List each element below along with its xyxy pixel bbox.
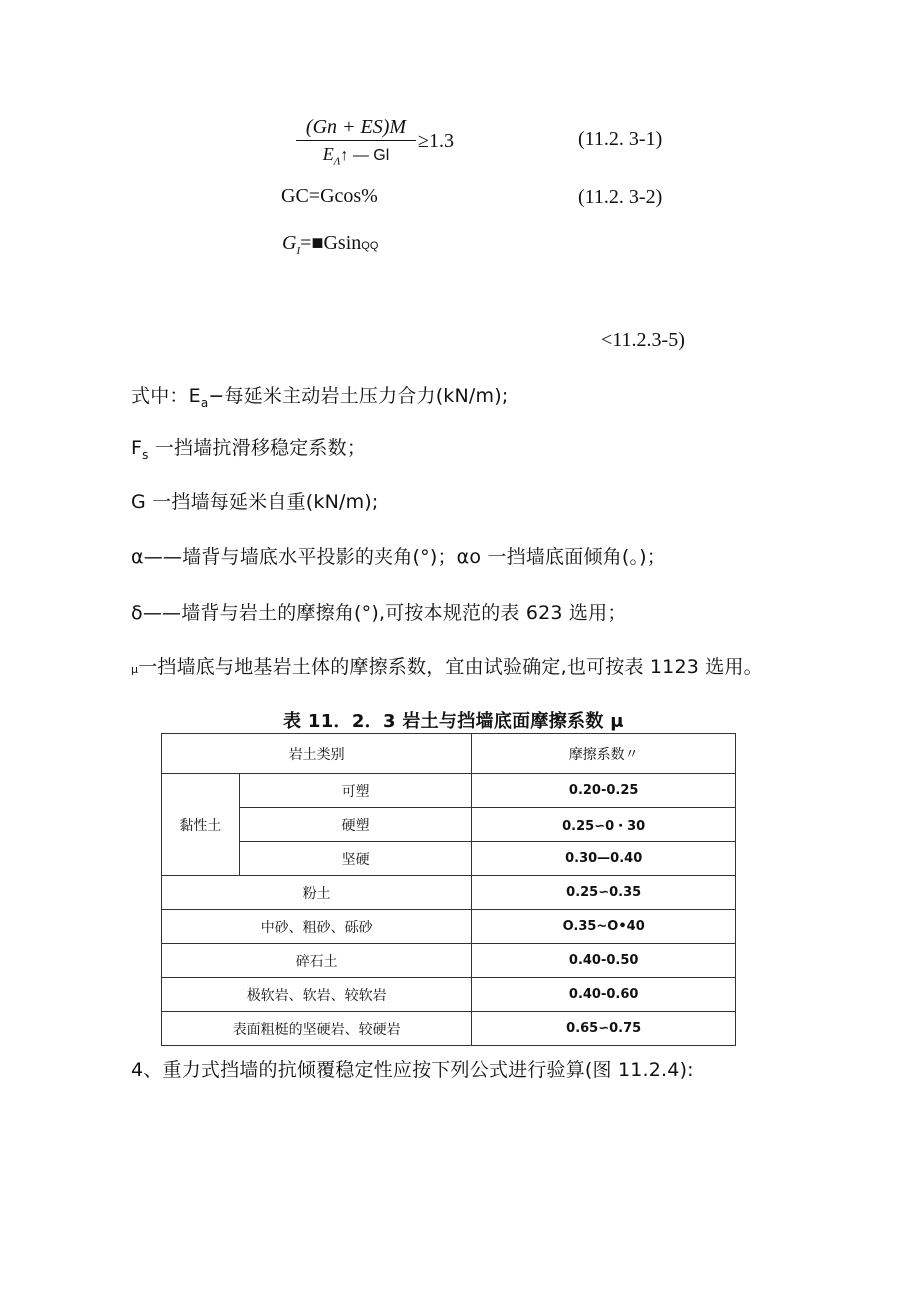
table-header-row	[162, 734, 736, 774]
formula-1-fraction	[296, 116, 416, 173]
formula-5-number: <11.2.3-5)	[601, 329, 685, 351]
friction-coefficient-table	[161, 733, 736, 1046]
row-value: 0.65∽0.75	[472, 1012, 736, 1046]
row-value: 0.30—0.40	[472, 842, 736, 876]
row-name: 可塑	[239, 774, 472, 808]
clay-group-label: 黏性土	[162, 774, 240, 876]
row-name: 中砂、粗砂、砾砂	[162, 910, 472, 944]
formula-2-number: (11.2. 3-2)	[578, 186, 663, 208]
header-category: 岩土类别	[162, 734, 472, 774]
definition-alpha: α——墙背与墙底水平投影的夹角(°)；αo 一挡墙底面倾角(。)；	[131, 546, 666, 568]
row-value: 0.25∽0・30	[472, 808, 736, 842]
definition-g: G 一挡墙每延米自重(kN∕m);	[131, 491, 379, 513]
table-row	[162, 944, 736, 978]
formula-2: GC=Gcos%	[281, 185, 378, 207]
row-value: 0.25∽0.35	[472, 876, 736, 910]
table-row	[162, 808, 736, 842]
row-name: 表面粗梃的坚硬岩、较硬岩	[162, 1012, 472, 1046]
overturning-check-heading: 4、重力式挡墙的抗倾覆稳定性应按下列公式进行验算(图 11.2.4):	[131, 1059, 694, 1081]
row-value: 0.40-0.50	[472, 944, 736, 978]
row-value: 0.40-0.60	[472, 978, 736, 1012]
table-row	[162, 1012, 736, 1046]
row-value: 0.20-0.25	[472, 774, 736, 808]
table-caption: 表 11．2．3 岩土与挡墙底面摩擦系数 μ	[283, 711, 624, 732]
definition-mu: μ一挡墙底与地基岩土体的摩擦系数，宜由试验确定,也可按表 1123 选用。	[131, 656, 763, 678]
table-row	[162, 910, 736, 944]
table-row	[162, 876, 736, 910]
formula-1-number: (11.2. 3-1)	[578, 128, 663, 150]
definition-ea: 式中：$E_a-$每延米主动岩土压力合力(kN∕m);	[131, 385, 509, 410]
definition-delta: δ——墙背与岩土的摩擦角(°),可按本规范的表 623 选用；	[131, 602, 627, 624]
table-row	[162, 978, 736, 1012]
definition-fs: $F_s$ 一挡墙抗滑移稳定系数；	[131, 437, 367, 462]
row-name: 极软岩、软岩、较软岩	[162, 978, 472, 1012]
row-name: 粉土	[162, 876, 472, 910]
table-row	[162, 774, 736, 808]
formula-1-denominator: $E_\Lambda↑$ — Gl	[322, 144, 390, 168]
formula-1-denominator-rest: ↑ — Gl	[340, 147, 390, 164]
row-name: 碎石土	[162, 944, 472, 978]
formula-1-relation: ≥1.3	[418, 130, 454, 152]
formula-3: $G_I=■GsinQQ$	[282, 232, 379, 257]
table-row	[162, 842, 736, 876]
formula-1-numerator: (Gn + ES)M	[296, 116, 416, 141]
row-name: 坚硬	[239, 842, 472, 876]
row-value: O.35~O•40	[472, 910, 736, 944]
row-name: 硬塑	[239, 808, 472, 842]
header-coefficient: 摩擦系数〃	[472, 734, 736, 774]
